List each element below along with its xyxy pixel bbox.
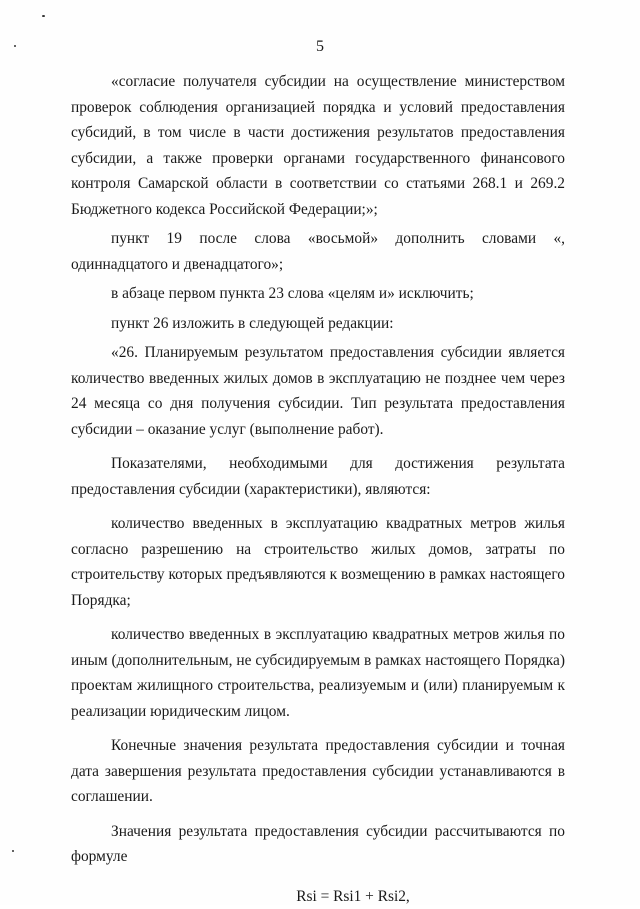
paragraph-indicator-1: количество введенных в эксплуатацию квадратных метров жилья согласно разрешению на строительство жилых домов, затраты по строительству которых предъявляются к возмещению в рамках настоящего Порядка;: [71, 511, 565, 613]
paragraph-formula-intro: Значения результата предоставления субсидии рассчитываются по формуле: [71, 819, 565, 870]
formula: Rsi = Rsi1 + Rsi2,: [71, 884, 565, 909]
document-body: [71, 69, 565, 909]
paragraph-item-23: в абзаце первом пункта 23 слова «целям и» исключить;: [71, 281, 565, 307]
paragraph-item-19: пункт 19 после слова «восьмой» дополнить словами «, одиннадцатого и двенадцатого»;: [71, 226, 565, 277]
paragraph-indicator-2: количество введенных в эксплуатацию квадратных метров жилья по иным (дополнительным, не субсидируемым в рамках настоящего Порядка) проектам жилищного строительства, реализуемым и (или) планируемым к реализации юридическим лицом.: [71, 622, 565, 724]
paragraph-item-26-intro: пункт 26 изложить в следующей редакции:: [71, 311, 565, 337]
scan-speck: [42, 15, 45, 17]
paragraph-indicators: Показателями, необходимыми для достижения результата предоставления субсидии (характеристики), являются:: [71, 451, 565, 502]
scan-speck: [12, 850, 14, 852]
paragraph-consent: «согласие получателя субсидии на осуществление министерством проверок соблюдения организацией порядка и условий предоставления субсидий, в том числе в части достижения результатов предоставления субсидии, а также проверки органами государственного финансового контроля Самарской области в соответствии со статьями 268.1 и 269.2 Бюджетного кодекса Российской Федерации;»;: [71, 69, 565, 222]
paragraph-final-values: Конечные значения результата предоставления субсидии и точная дата завершения результата предоставления субсидии устанавливаются в соглашении.: [71, 733, 565, 810]
page-number: 5: [0, 37, 640, 57]
paragraph-item-26-text: «26. Планируемым результатом предоставления субсидии является количество введенных жилых домов в эксплуатацию не позднее чем через 24 месяца со дня получения субсидии. Тип результата предоставления субсидии – оказание услуг (выполнение работ).: [71, 340, 565, 442]
